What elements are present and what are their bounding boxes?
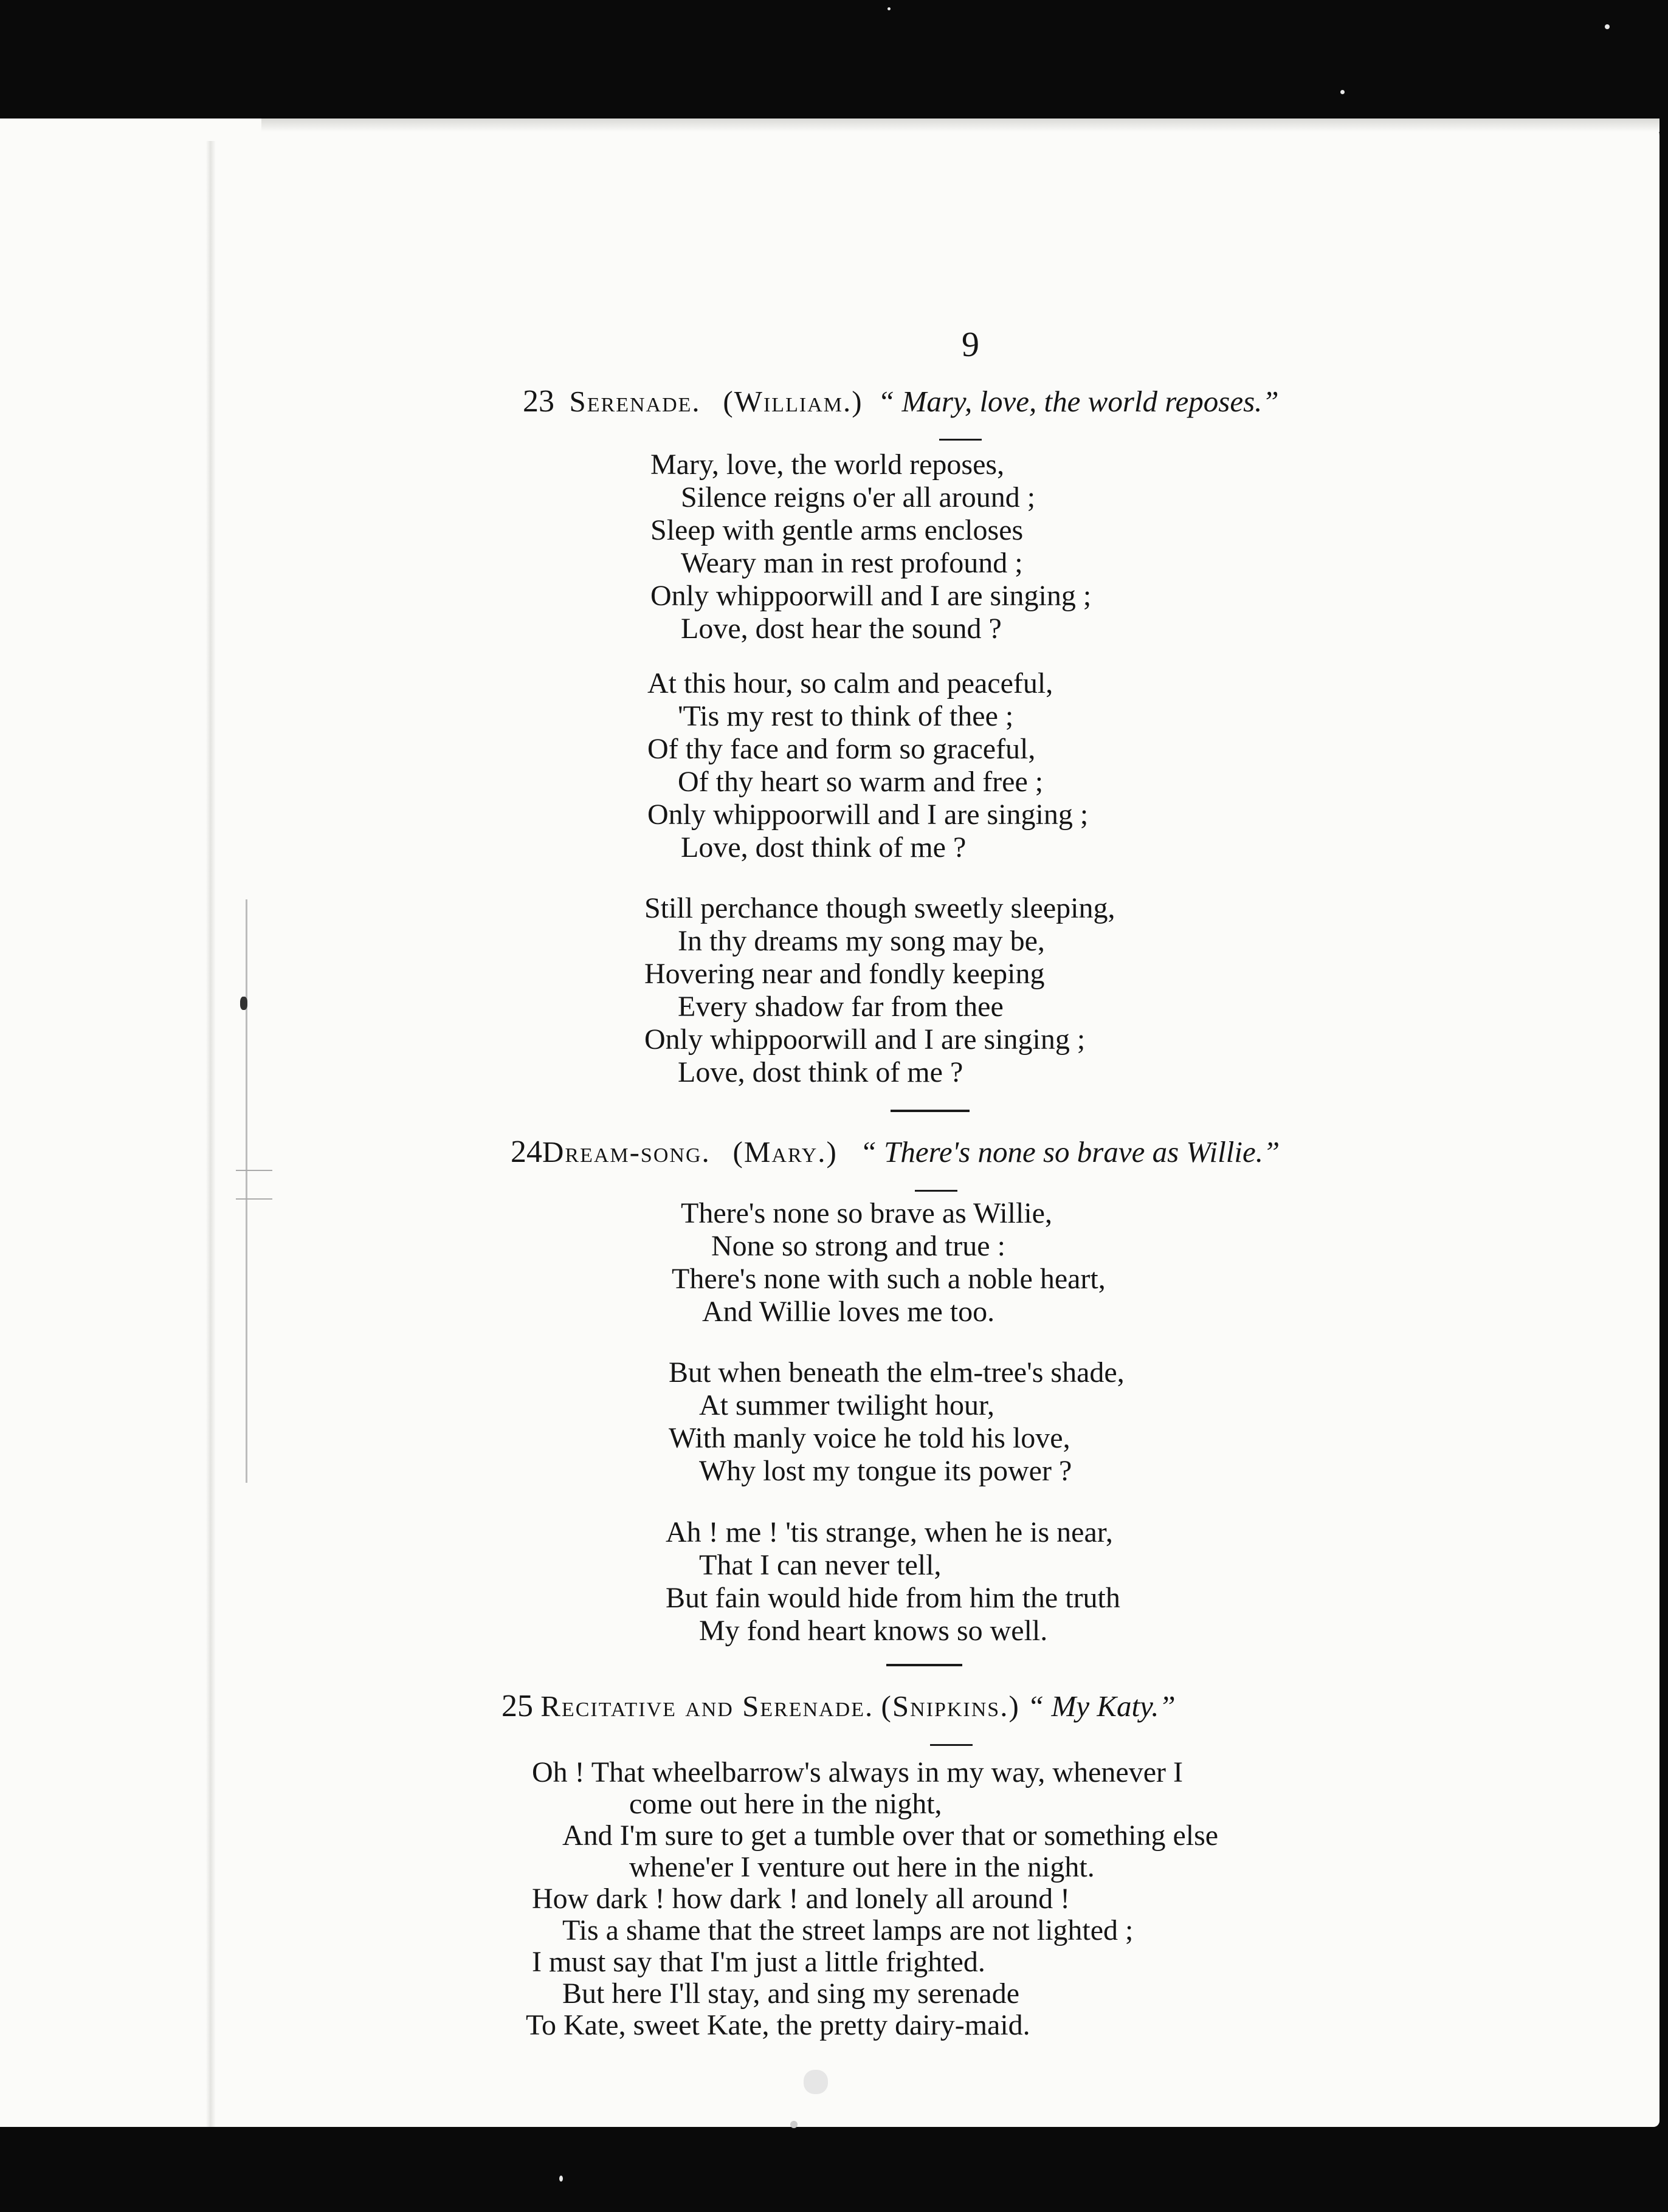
verse-line: Why lost my tongue its power ? bbox=[699, 1455, 1072, 1487]
verse-line: Only whippoorwill and I are singing ; bbox=[644, 1023, 1086, 1056]
verse-line: Silence reigns o'er all around ; bbox=[681, 481, 1036, 514]
verse-line: Love, dost think of me ? bbox=[678, 1056, 963, 1088]
verse-line: In thy dreams my song may be, bbox=[678, 925, 1045, 957]
short-rule bbox=[939, 439, 982, 441]
section-heading-25 bbox=[501, 1691, 1176, 1722]
section-first-line: “ Mary, love, the world reposes.” bbox=[878, 385, 1279, 418]
short-rule bbox=[915, 1190, 957, 1192]
verse-stanza bbox=[647, 667, 1088, 864]
section-divider bbox=[886, 1664, 962, 1666]
verse-line: At this hour, so calm and peaceful, bbox=[647, 667, 1053, 699]
verse-line: That I can never tell, bbox=[699, 1549, 942, 1581]
section-divider bbox=[891, 1110, 970, 1112]
verse-line: At summer twilight hour, bbox=[699, 1389, 995, 1421]
verse-line: Still perchance though sweetly sleeping, bbox=[644, 892, 1115, 924]
page-gutter bbox=[206, 141, 216, 2127]
verse-line: Only whippoorwill and I are singing ; bbox=[650, 580, 1092, 612]
verse-line: Mary, love, the world reposes, bbox=[650, 448, 1005, 481]
verse-line: Hovering near and fondly keeping bbox=[644, 958, 1045, 990]
verse-line: Tis a shame that the street lamps are not lighted ; bbox=[562, 1914, 1134, 1946]
short-rule bbox=[930, 1744, 973, 1746]
verse-line: How dark ! how dark ! and lonely all around ! bbox=[532, 1883, 1070, 1915]
section-first-line: “ There's none so brave as Willie.” bbox=[860, 1135, 1280, 1169]
verse-stanza bbox=[669, 1356, 1125, 1488]
binding-knot bbox=[236, 1170, 272, 1200]
scan-speck bbox=[1340, 90, 1345, 94]
section-first-line: “ My Katy.” bbox=[1027, 1689, 1176, 1723]
verse-line: 'Tis my rest to think of thee ; bbox=[678, 700, 1014, 732]
page-number: 9 bbox=[962, 325, 979, 364]
section-number: 24 bbox=[511, 1135, 542, 1169]
verse-line: Love, dost hear the sound ? bbox=[681, 613, 1002, 645]
verse-line: Every shadow far from thee bbox=[678, 991, 1004, 1023]
verse-stanza bbox=[650, 448, 1091, 645]
verse-line: Only whippoorwill and I are singing ; bbox=[647, 799, 1089, 831]
section-number: 25 bbox=[501, 1689, 533, 1723]
verse-stanza bbox=[526, 1756, 1219, 2041]
ink-blot bbox=[804, 2070, 828, 2094]
verse-line: I must say that I'm just a little frighted. bbox=[532, 1946, 985, 1978]
section-title: Recitative and Serenade. bbox=[540, 1689, 874, 1723]
verse-line: With manly voice he told his love, bbox=[669, 1422, 1070, 1454]
verse-line: Sleep with gentle arms encloses bbox=[650, 514, 1024, 546]
section-title: Dream-song. bbox=[542, 1135, 711, 1169]
verse-line: And Willie loves me too. bbox=[702, 1296, 995, 1328]
verse-line: There's none with such a noble heart, bbox=[672, 1263, 1106, 1295]
verse-line: Weary man in rest profound ; bbox=[681, 547, 1023, 579]
section-number: 23 bbox=[523, 384, 554, 419]
section-character: (William.) bbox=[723, 385, 863, 418]
scan-speck bbox=[887, 7, 891, 10]
section-character: (Mary.) bbox=[732, 1135, 838, 1169]
verse-line: And I'm sure to get a tumble over that or something else bbox=[562, 1819, 1219, 1852]
scan-speck bbox=[1605, 24, 1610, 29]
verse-line: Of thy face and form so graceful, bbox=[647, 733, 1036, 765]
verse-line: whene'er I venture out here in the night. bbox=[629, 1851, 1095, 1883]
verse-line: Love, dost think of me ? bbox=[681, 831, 967, 864]
page-fold-shadow bbox=[261, 118, 1659, 132]
verse-line: Of thy heart so warm and free ; bbox=[678, 766, 1044, 798]
verse-line: There's none so brave as Willie, bbox=[681, 1197, 1052, 1229]
verse-line: To Kate, sweet Kate, the pretty dairy-maid. bbox=[526, 2009, 1030, 2041]
verse-line: come out here in the night, bbox=[629, 1788, 942, 1820]
verse-line: My fond heart knows so well. bbox=[699, 1615, 1048, 1647]
verse-line: Oh ! That wheelbarrow's always in my way, whenever I bbox=[532, 1756, 1183, 1788]
verse-stanza bbox=[644, 892, 1115, 1089]
verse-line: But here I'll stay, and sing my serenade bbox=[562, 1977, 1019, 2010]
verse-line: Ah ! me ! 'tis strange, when he is near, bbox=[666, 1516, 1113, 1548]
section-title: Serenade. bbox=[569, 385, 701, 418]
section-heading-24 bbox=[511, 1136, 1280, 1168]
binding-hole bbox=[240, 997, 247, 1010]
verse-line: But when beneath the elm-tree's shade, bbox=[669, 1356, 1125, 1389]
verse-line: None so strong and true : bbox=[711, 1230, 1005, 1262]
verse-stanza bbox=[666, 1516, 1120, 1647]
scan-speck bbox=[559, 2176, 563, 2182]
verse-stanza bbox=[672, 1197, 1106, 1328]
section-character: (Snipkins.) bbox=[881, 1689, 1020, 1723]
section-heading-23 bbox=[523, 386, 1279, 417]
ink-blot bbox=[790, 2121, 798, 2128]
verse-line: But fain would hide from him the truth bbox=[666, 1582, 1120, 1614]
